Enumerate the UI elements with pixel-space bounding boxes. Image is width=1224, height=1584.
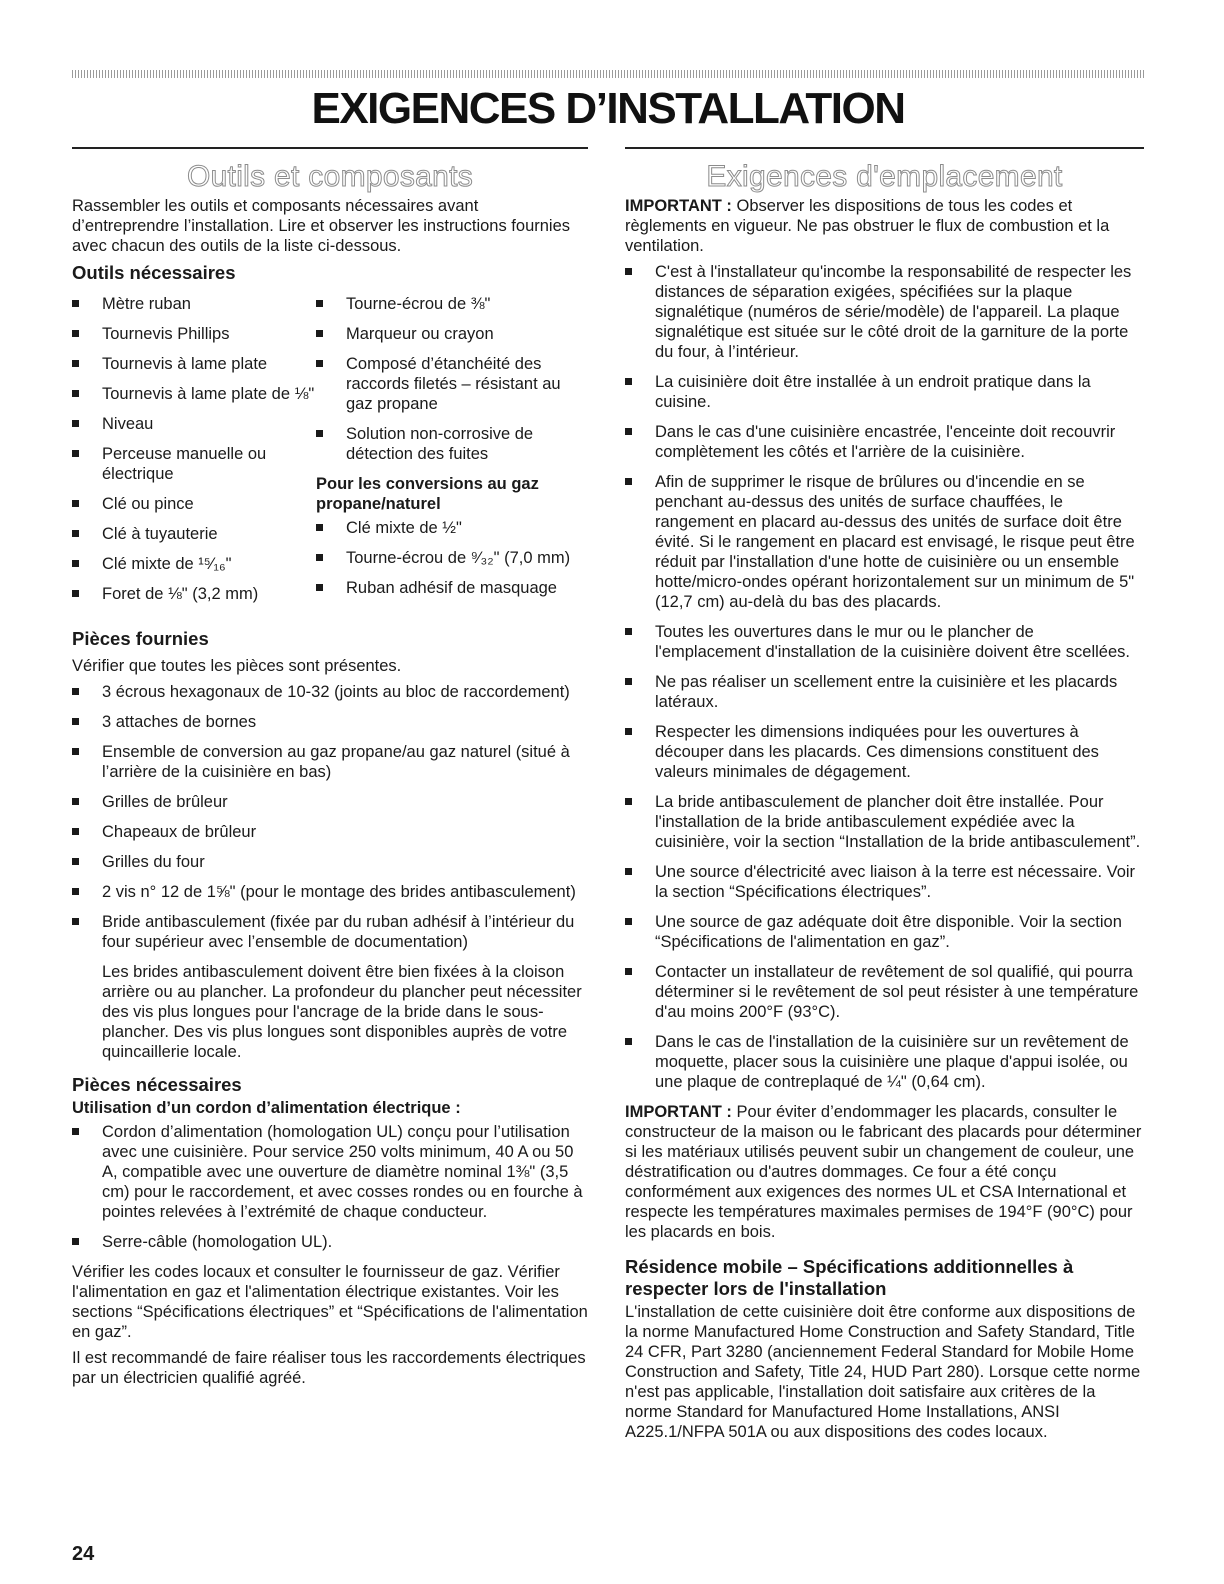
list-item: La cuisinière doit être installée à un endroit pratique dans la cuisine. bbox=[625, 372, 1144, 412]
important-label: IMPORTANT : bbox=[625, 1103, 732, 1121]
header-band bbox=[72, 70, 1144, 78]
page-number: 24 bbox=[72, 1543, 95, 1565]
list-item: Tournevis à lame plate bbox=[72, 354, 316, 374]
tools-col2-list bbox=[316, 294, 588, 464]
parts-list bbox=[72, 682, 588, 952]
list-item: Tournevis Phillips bbox=[72, 324, 316, 344]
list-item: Perceuse manuelle ou électrique bbox=[72, 444, 316, 484]
list-item: Contacter un installateur de revêtement de sol qualifié, qui pourra déterminer si le revêtement de sol peut résister à une température d'au moins 200°F (93°C). bbox=[625, 962, 1144, 1022]
list-item: 3 attaches de bornes bbox=[72, 712, 588, 732]
list-item: Une source d'électricité avec liaison à la terre est nécessaire. Voir la section “Spécifications électriques”. bbox=[625, 862, 1144, 902]
list-item: Dans le cas de l'installation de la cuisinière sur un revêtement de moquette, placer sous la cuisinière une plaque d'appui isolée, ou une plaque de contreplaqué de ¼" (0,64 cm). bbox=[625, 1032, 1144, 1092]
left-divider bbox=[72, 147, 588, 149]
important-paragraph-1 bbox=[625, 196, 1144, 256]
list-item: C'est à l'installateur qu'incombe la responsabilité de respecter les distances de séparation exigées, spécifiées sur la plaque signalétique (numéros de série/modèle) de l'appareil. La plaque signalétique est située sur le côté droit de la garniture de la porte du four, à l’intérieur. bbox=[625, 262, 1144, 362]
list-item: Solution non-corrosive de détection des fuites bbox=[316, 424, 588, 464]
conversion-heading: Pour les conversions au gaz propane/naturel bbox=[316, 475, 539, 513]
parts-heading: Pièces fournies bbox=[72, 628, 209, 649]
tools-col2 bbox=[316, 294, 588, 614]
list-item: Grilles du four bbox=[72, 852, 588, 872]
list-item: Marqueur ou crayon bbox=[316, 324, 588, 344]
list-item: Clé ou pince bbox=[72, 494, 316, 514]
list-item: 2 vis n° 12 de 1⅝" (pour le montage des brides antibasculement) bbox=[72, 882, 588, 902]
tools-intro: Rassembler les outils et composants nécessaires avant d’entreprendre l’installation. Lire et observer les instructions fournies avec chacun des outils de la liste ci-dessous. bbox=[72, 197, 571, 255]
right-column bbox=[625, 160, 1144, 1448]
left-column bbox=[72, 160, 588, 1394]
list-item: Cordon d’alimentation (homologation UL) conçu pour l’utilisation avec une cuisinière. Pour service 250 volts minimum, 40 A ou 50 A, compatible avec une ouverture de diamètre nominal 1⅜" (3,5 cm) pour le raccordement, et avec cosses rondes ou en fourche à pointes relevées à l’extrémité de chaque conducteur. bbox=[72, 1122, 588, 1222]
conversion-list bbox=[316, 518, 588, 598]
important-text: Pour éviter d’endommager les placards, consulter le constructeur de la maison ou le fabricant des placards pour déterminer si les matériaux utilisés peuvent subir un changement de couleur, une déstratification ou d'autres dommages. Ce four a été conçu conformément aux exigences des normes UL et CSA International et respecte les températures maximales permises de 194°F (90°C) pour les placards en bois. bbox=[625, 1103, 1142, 1241]
list-item: Serre-câble (homologation UL). bbox=[72, 1232, 588, 1252]
mobile-home-heading: Résidence mobile – Spécifications additionnelles à respecter lors de l'installation bbox=[625, 1256, 1074, 1299]
list-item: Ensemble de conversion au gaz propane/au gaz naturel (situé à l’arrière de la cuisinière en bas) bbox=[72, 742, 588, 782]
list-item: Chapeaux de brûleur bbox=[72, 822, 588, 842]
important-text: Observer les dispositions de tous les codes et règlements en vigueur. Ne pas obstruer le flux de combustion et la ventilation. bbox=[625, 197, 1110, 255]
important-paragraph-2 bbox=[625, 1102, 1144, 1242]
list-item: Grilles de brûleur bbox=[72, 792, 588, 812]
list-item: Respecter les dimensions indiquées pour les ouvertures à découper dans les placards. Ces dimensions constituent des valeurs minimales de dégagement. bbox=[625, 722, 1144, 782]
tools-list bbox=[72, 294, 588, 614]
list-item: Clé mixte de ½" bbox=[316, 518, 588, 538]
list-item: Composé d’étanchéité des raccords filetés – résistant au gaz propane bbox=[316, 354, 588, 414]
list-item: Afin de supprimer le risque de brûlures ou d'incendie en se penchant au-dessus des unités de surface chauffées, le rangement en placard au-dessus des unités de surface doit être évité. Si le rangement en placard est envisagé, le risque peut être réduit par l'installation d'une hotte de cuisinière ou un ensemble hotte/micro-ondes opérant horizontalement sur un minimum de 5" (12,7 cm) au-delà du bas des placards. bbox=[625, 472, 1144, 612]
list-item: Dans le cas d'une cuisinière encastrée, l'enceinte doit recouvrir complètement les côtés et l'arrière de la cuisinière. bbox=[625, 422, 1144, 462]
tools-heading: Outils nécessaires bbox=[72, 262, 236, 283]
location-list bbox=[625, 262, 1144, 1092]
list-item: Tourne-écrou de ⅜" bbox=[316, 294, 588, 314]
list-item: Niveau bbox=[72, 414, 316, 434]
list-item: Clé mixte de ¹⁵⁄₁₆" bbox=[72, 554, 316, 574]
list-item: Bride antibasculement (fixée par du ruban adhésif à l’intérieur du four supérieur avec l’ensemble de documentation) bbox=[72, 912, 588, 952]
list-item: Une source de gaz adéquate doit être disponible. Voir la section “Spécifications de l'alimentation en gaz”. bbox=[625, 912, 1144, 952]
right-divider bbox=[625, 147, 1144, 149]
page-title: EXIGENCES D’INSTALLATION bbox=[311, 84, 905, 133]
list-item: Mètre ruban bbox=[72, 294, 316, 314]
cord-heading: Utilisation d’un cordon d’alimentation électrique : bbox=[72, 1099, 461, 1117]
list-item: Tourne-écrou de ⁹⁄₃₂" (7,0 mm) bbox=[316, 548, 588, 568]
cord-list bbox=[72, 1122, 588, 1252]
important-label: IMPORTANT : bbox=[625, 197, 732, 215]
list-item: La bride antibasculement de plancher doit être installée. Pour l'installation de la bride antibasculement expédiée avec la cuisinière, voir la section “Installation de la bride antibasculement”. bbox=[625, 792, 1144, 852]
tools-col1 bbox=[72, 294, 316, 614]
required-heading: Pièces nécessaires bbox=[72, 1074, 242, 1095]
parts-intro: Vérifier que toutes les pièces sont présentes. bbox=[72, 657, 402, 675]
list-item: Foret de ⅛" (3,2 mm) bbox=[72, 584, 316, 604]
closing-paragraph-1: Vérifier les codes locaux et consulter le fournisseur de gaz. Vérifier l'alimentation en gaz et l'alimentation électrique existantes. Voir les sections “Spécifications électriques” et “Spécifications de l'alimentation en gaz”. bbox=[72, 1263, 588, 1341]
list-item: Toutes les ouvertures dans le mur ou le plancher de l'emplacement d'installation de la cuisinière doivent être scellées. bbox=[625, 622, 1144, 662]
list-item: Ne pas réaliser un scellement entre la cuisinière et les placards latéraux. bbox=[625, 672, 1144, 712]
tools-section-title: Outils et composants bbox=[186, 160, 474, 193]
list-item: Clé à tuyauterie bbox=[72, 524, 316, 544]
closing-paragraph-2: Il est recommandé de faire réaliser tous les raccordements électriques par un électricien qualifié agréé. bbox=[72, 1349, 586, 1387]
list-item: 3 écrous hexagonaux de 10-32 (joints au bloc de raccordement) bbox=[72, 682, 588, 702]
list-item: Ruban adhésif de masquage bbox=[316, 578, 588, 598]
location-section-title: Exigences d'emplacement bbox=[706, 160, 1063, 193]
mobile-home-text: L'installation de cette cuisinière doit être conforme aux dispositions de la norme Manufactured Home Construction and Safety Standard, Title 24 CFR, Part 3280 (anciennement Federal Standard for Mobile Home Construction and Safety, Title 24, HUD Part 280). Lorsque cette norme n'est pas applicable, l'installation doit satisfaire aux critères de la norme Standard for Manufactured Home Installations, ANSI A225.1/NFPA 501A ou aux dispositions des codes locaux. bbox=[625, 1303, 1141, 1441]
list-item: Tournevis à lame plate de ⅛" bbox=[72, 384, 316, 404]
parts-note: Les brides antibasculement doivent être bien fixées à la cloison arrière ou au plancher. La profondeur du plancher peut nécessiter des vis plus longues pour l'ancrage de la bride dans le sous-plancher. Des vis plus longues sont disponibles auprès de votre quincaillerie locale. bbox=[102, 963, 582, 1061]
